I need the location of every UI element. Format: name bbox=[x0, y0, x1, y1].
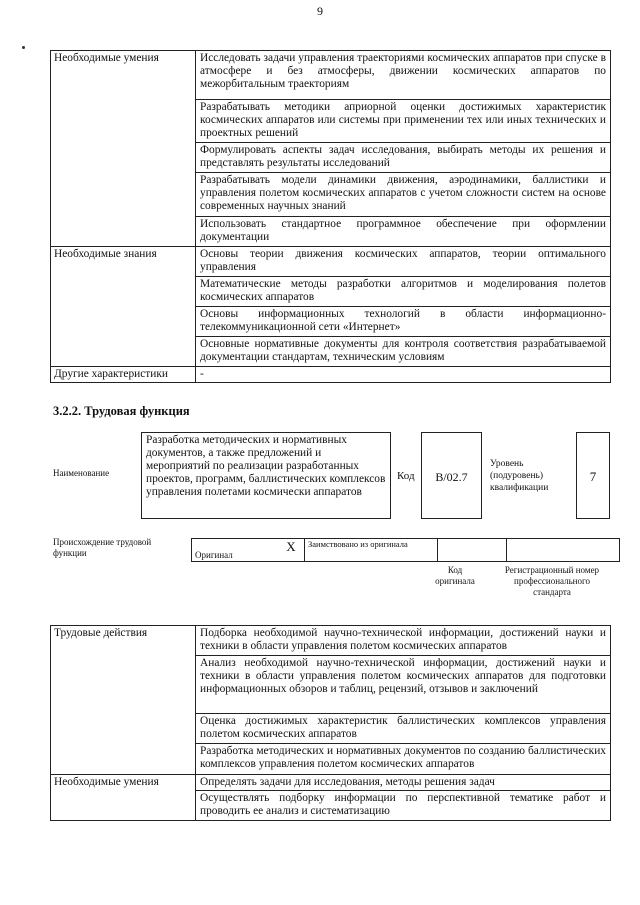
row-label-knowledge: Необходимые знания bbox=[51, 247, 196, 367]
origin-label: Происхождение трудовой функции bbox=[53, 537, 152, 558]
table-cell: Основы теории движения космических аппаратов, теории оптимального управления bbox=[196, 247, 611, 277]
table-cell: Разработка методических и нормативных документов по созданию баллистических комплексов управления полетом космических аппаратов bbox=[196, 744, 611, 775]
borrowed-cell bbox=[305, 539, 438, 562]
table-cell: Разрабатывать модели динамики движения, аэродинамики, баллистики и управления полетом космических аппаратов с учетом сложности систем на основе современных научных знаний bbox=[196, 173, 611, 217]
table-row bbox=[51, 367, 611, 383]
code-caption: Код оригинала bbox=[435, 565, 475, 586]
name-label: Наименование bbox=[53, 468, 110, 478]
table-cell: - bbox=[196, 367, 611, 383]
table-cell: Разрабатывать методики априорной оценки достижимых характеристик космических аппаратов или системы при применении тех или иных технических и проектных решений bbox=[196, 100, 611, 143]
row-label-skills-2: Необходимые умения bbox=[51, 775, 196, 821]
requirements-table-top bbox=[50, 50, 611, 383]
table-row bbox=[51, 626, 611, 656]
reg-number-cell bbox=[507, 539, 620, 562]
original-cell bbox=[192, 539, 279, 562]
requirements-table-bottom bbox=[50, 625, 611, 821]
margin-dot bbox=[22, 46, 25, 49]
table-cell: Использовать стандартное программное обеспечение при оформлении документации bbox=[196, 217, 611, 247]
original-code-cell bbox=[438, 539, 507, 562]
table-cell: Подборка необходимой научно-технической информации, достижений науки и техники в области управления полетом космических аппаратов bbox=[196, 626, 611, 656]
table-cell: Осуществлять подборку информации по перспективной тематике работ и проводить ее анализ и систематизацию bbox=[196, 791, 611, 821]
borrowed-label: Заимствовано из оригинала bbox=[308, 539, 408, 549]
table-cell: Математические методы разработки алгоритмов и моделирования полетов космических аппаратов bbox=[196, 277, 611, 307]
row-label-other: Другие характеристики bbox=[51, 367, 196, 383]
level-label: Уровень (подуровень) квалификации bbox=[490, 459, 549, 493]
table-row bbox=[51, 247, 611, 277]
origin-table bbox=[191, 538, 620, 562]
table-cell: Основы информационных технологий в области информационно-телекоммуникационной сети «Интернет» bbox=[196, 307, 611, 337]
page-number: 9 bbox=[317, 4, 323, 18]
table-cell: Оценка достижимых характеристик баллистических комплексов управления полетом космических аппаратов bbox=[196, 714, 611, 744]
function-code-box: B/02.7 bbox=[421, 432, 482, 519]
table-cell: Формулировать аспекты задач исследования, выбирать методы их решения и представлять результаты исследований bbox=[196, 143, 611, 173]
row-label-skills: Необходимые умения bbox=[51, 51, 196, 247]
table-cell: Анализ необходимой научно-технической информации, достижений науки и техники в области управления полетом космических аппаратов для подготовки информационных обзоров и таблиц, рецензий, отзывов и заключений bbox=[196, 656, 611, 714]
original-label: Оригинал bbox=[195, 550, 233, 560]
original-mark: X bbox=[278, 539, 305, 562]
level-box: 7 bbox=[576, 432, 610, 519]
table-row bbox=[51, 775, 611, 791]
table-cell: Основные нормативные документы для контроля соответствия разрабатываемой документации стандартам, техническим условиям bbox=[196, 337, 611, 367]
function-name-box: Разработка методических и нормативных документов, а также предложений и мероприятий по реализации разработанных проектов, программ, баллистических комплексов управления полетами космически аппаратов bbox=[141, 432, 391, 519]
code-label: Код bbox=[397, 470, 415, 482]
table-row bbox=[51, 51, 611, 100]
reg-caption: Регистрационный номер профессионального стандарта bbox=[504, 565, 600, 597]
row-label-actions: Трудовые действия bbox=[51, 626, 196, 775]
table-cell: Определять задачи для исследования, методы решения задач bbox=[196, 775, 611, 791]
table-cell: Исследовать задачи управления траекториями космических аппаратов при спуске в атмосфере и без атмосферы, движении космических аппаратов по межорбитальным траекториям bbox=[196, 51, 611, 100]
section-heading: 3.2.2. Трудовая функция bbox=[53, 404, 190, 418]
